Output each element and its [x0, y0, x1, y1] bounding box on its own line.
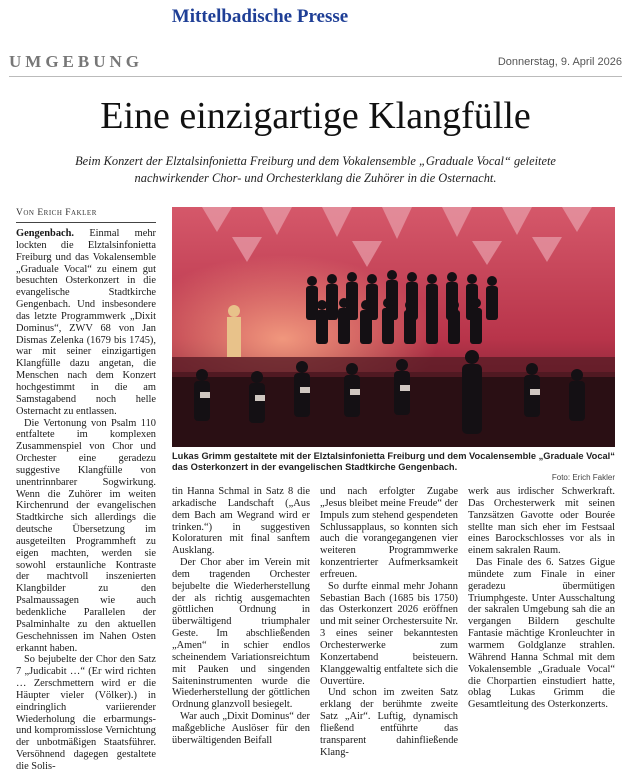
paragraph: So durfte einmal mehr Johann Sebastian Bach (1685 bis 1750) das Osterkonzert 2026 eröffnen und mit seiner Orchestersuite Nr. 3 eines seiner bekanntesten Orchesterwerke zum Konzertabend beisteuern. Klanggewaltig entfaltete sich die Ouvertüre.: [320, 580, 458, 687]
section-label: UMGEBUNG: [9, 52, 143, 71]
paragraph: tin Hanna Schmal in Satz 8 die arkadische Landschaft („Aus dem Bach am Wegrand wird er trinken.“) in suggestiven Koloraturen mit final sanftem Ausklang.: [172, 486, 310, 557]
dateline: Gengenbach.: [16, 228, 75, 239]
article-headline: Eine einzigartige Klangfülle: [100, 95, 531, 137]
article-column-3: [320, 486, 458, 758]
article-column-2: [172, 486, 310, 746]
byline: Von Erich Fakler: [16, 208, 97, 218]
photo-caption: Lukas Grimm gestaltete mit der Elztalsinfonietta Freiburg und dem Vocalensemble „Graduale Vocal“ das Osterkonzert in der evangelischen Stadtkirche Gengenbach.: [172, 451, 615, 472]
concert-photo-image: [172, 207, 615, 447]
paragraph: Die Vertonung von Psalm 110 entfaltete im komplexen Zusammenspiel von Chor und Orchester eine geradezu suggestive Klangfülle von unentrinnbarer Sogwirkung. Wenn die Zuhörer im weiten Kirchenrund der evangelischen Stadtkirche sich allerdings die deutsche Übersetzung im ausgeteilten Programmheft zu eigen machten, werden sie sowohl erstaunliche Kontraste der machtvoll inszenierten Klangbilder zu den Psalmaussagen wie auch bedenkliche Parallelen der Psalminhalte zu den aktuellen Geschehnissen im Nahen Osten erkannt haben.: [16, 417, 156, 654]
article-column-4: [468, 486, 615, 723]
paragraph-text: Einmal mehr lockten die Elztalsinfonietta Freiburg und das Vokalensemble „Graduale Vocal“ zu einem gut besuchten Osterkonzert in die evangelische Stadtkirche Gengenbach. Und insbesondere das letzte Programmwerk „Dixit Dominus“, ZWV 68 von Jan Dismas Zelenka (1679 bis 1745), war mit seiner einzigartigen Klangfülle dazu angetan, die Menschen nach dem Konzert hochgestimmt in die am Samstagabend noch helle Osternacht zu entlassen.: [16, 228, 156, 417]
paragraph: Das Finale des 6. Satzes Gigue mündete zum Finale in einer geradezu übermütigen Triumphgeste. Unter Ausschaltung der sakralen Umgebung sah die an vergangen Bildern geschulte Fantasie mächtige Kronleuchter in warmem Goldglanze strahlen. Während Hanna Schmal mit dem Vokalensemble „Graduale Vocal“ die Chorpartien einstudiert hatte, oblag Lukas Grimm die Gesamtleitung des Osterkonzerts.: [468, 557, 615, 711]
concert-photo: [172, 207, 615, 447]
byline-rule: [16, 222, 156, 223]
photo-credit: Foto: Erich Fakler: [551, 473, 615, 482]
paragraph: und nach erfolgter Zugabe „Jesus bleibet meine Freude“ der Impuls zum stehend gespendeten Schlussapplaus, so konnten sich auch die vorangegangenen vier weiteren Programmwerke konzentrierter Aufmerksamkeit erfreuen.: [320, 486, 458, 580]
section-bar: [9, 50, 622, 77]
paragraph: werk aus irdischer Schwerkraft. Das Orchesterwerk mit seinen Tanzsätzen Gavotte oder Bourée stellte man sich eher im Festsaal eines Barockschlosses vor als in einem sakralen Raum.: [468, 486, 615, 557]
paragraph: Der Chor aber im Verein mit dem tragenden Orchester bejubelte die Wiederherstellung der als richtig ausgemachten göttlichen Ordnung in überwältigend triumphaler Geste. Im abschließenden „Amen“ in schier endlos scheinendem Variationsreichtum mit Pauken und singenden Saiteninstrumenten wurde die Wiederherstellung der göttlichen Ordnung glanzvoll besiegelt.: [172, 557, 310, 711]
paragraph: [16, 228, 156, 418]
publication-date: Donnerstag, 9. April 2026: [497, 56, 622, 68]
masthead-title: Mittelbadische Presse: [171, 6, 349, 27]
article-column-1: [16, 228, 156, 772]
paragraph: War auch „Dixit Dominus“ der maßgebliche Auslöser für den überwältigenden Beifall: [172, 711, 310, 746]
paragraph: Und schon im zweiten Satz erklang der berühmte zweite Satz „Air“. Luftig, dynamisch fließend entführte das transparent dahinfließende Klang-: [320, 687, 458, 758]
article-subhead: Beim Konzert der Elztalsinfonietta Freiburg und dem Vokalensemble „Graduale Vocal“ geleitete nachwirkender Chor- und Orchesterklang die Zuhörer in die Osternacht.: [75, 154, 556, 185]
paragraph: So bejubelte der Chor den Satz 7 „Judicabit …“ (Er wird richten … Zerschmettern wird er die Häupter vieler (Völker).) in eindringlich variierender Wiederholung die erbarmungs- und kompromisslose Vernichtung der unbotmäßigen Staatsführer. Versöhnend dagegen gestaltete die Solis-: [16, 654, 156, 772]
